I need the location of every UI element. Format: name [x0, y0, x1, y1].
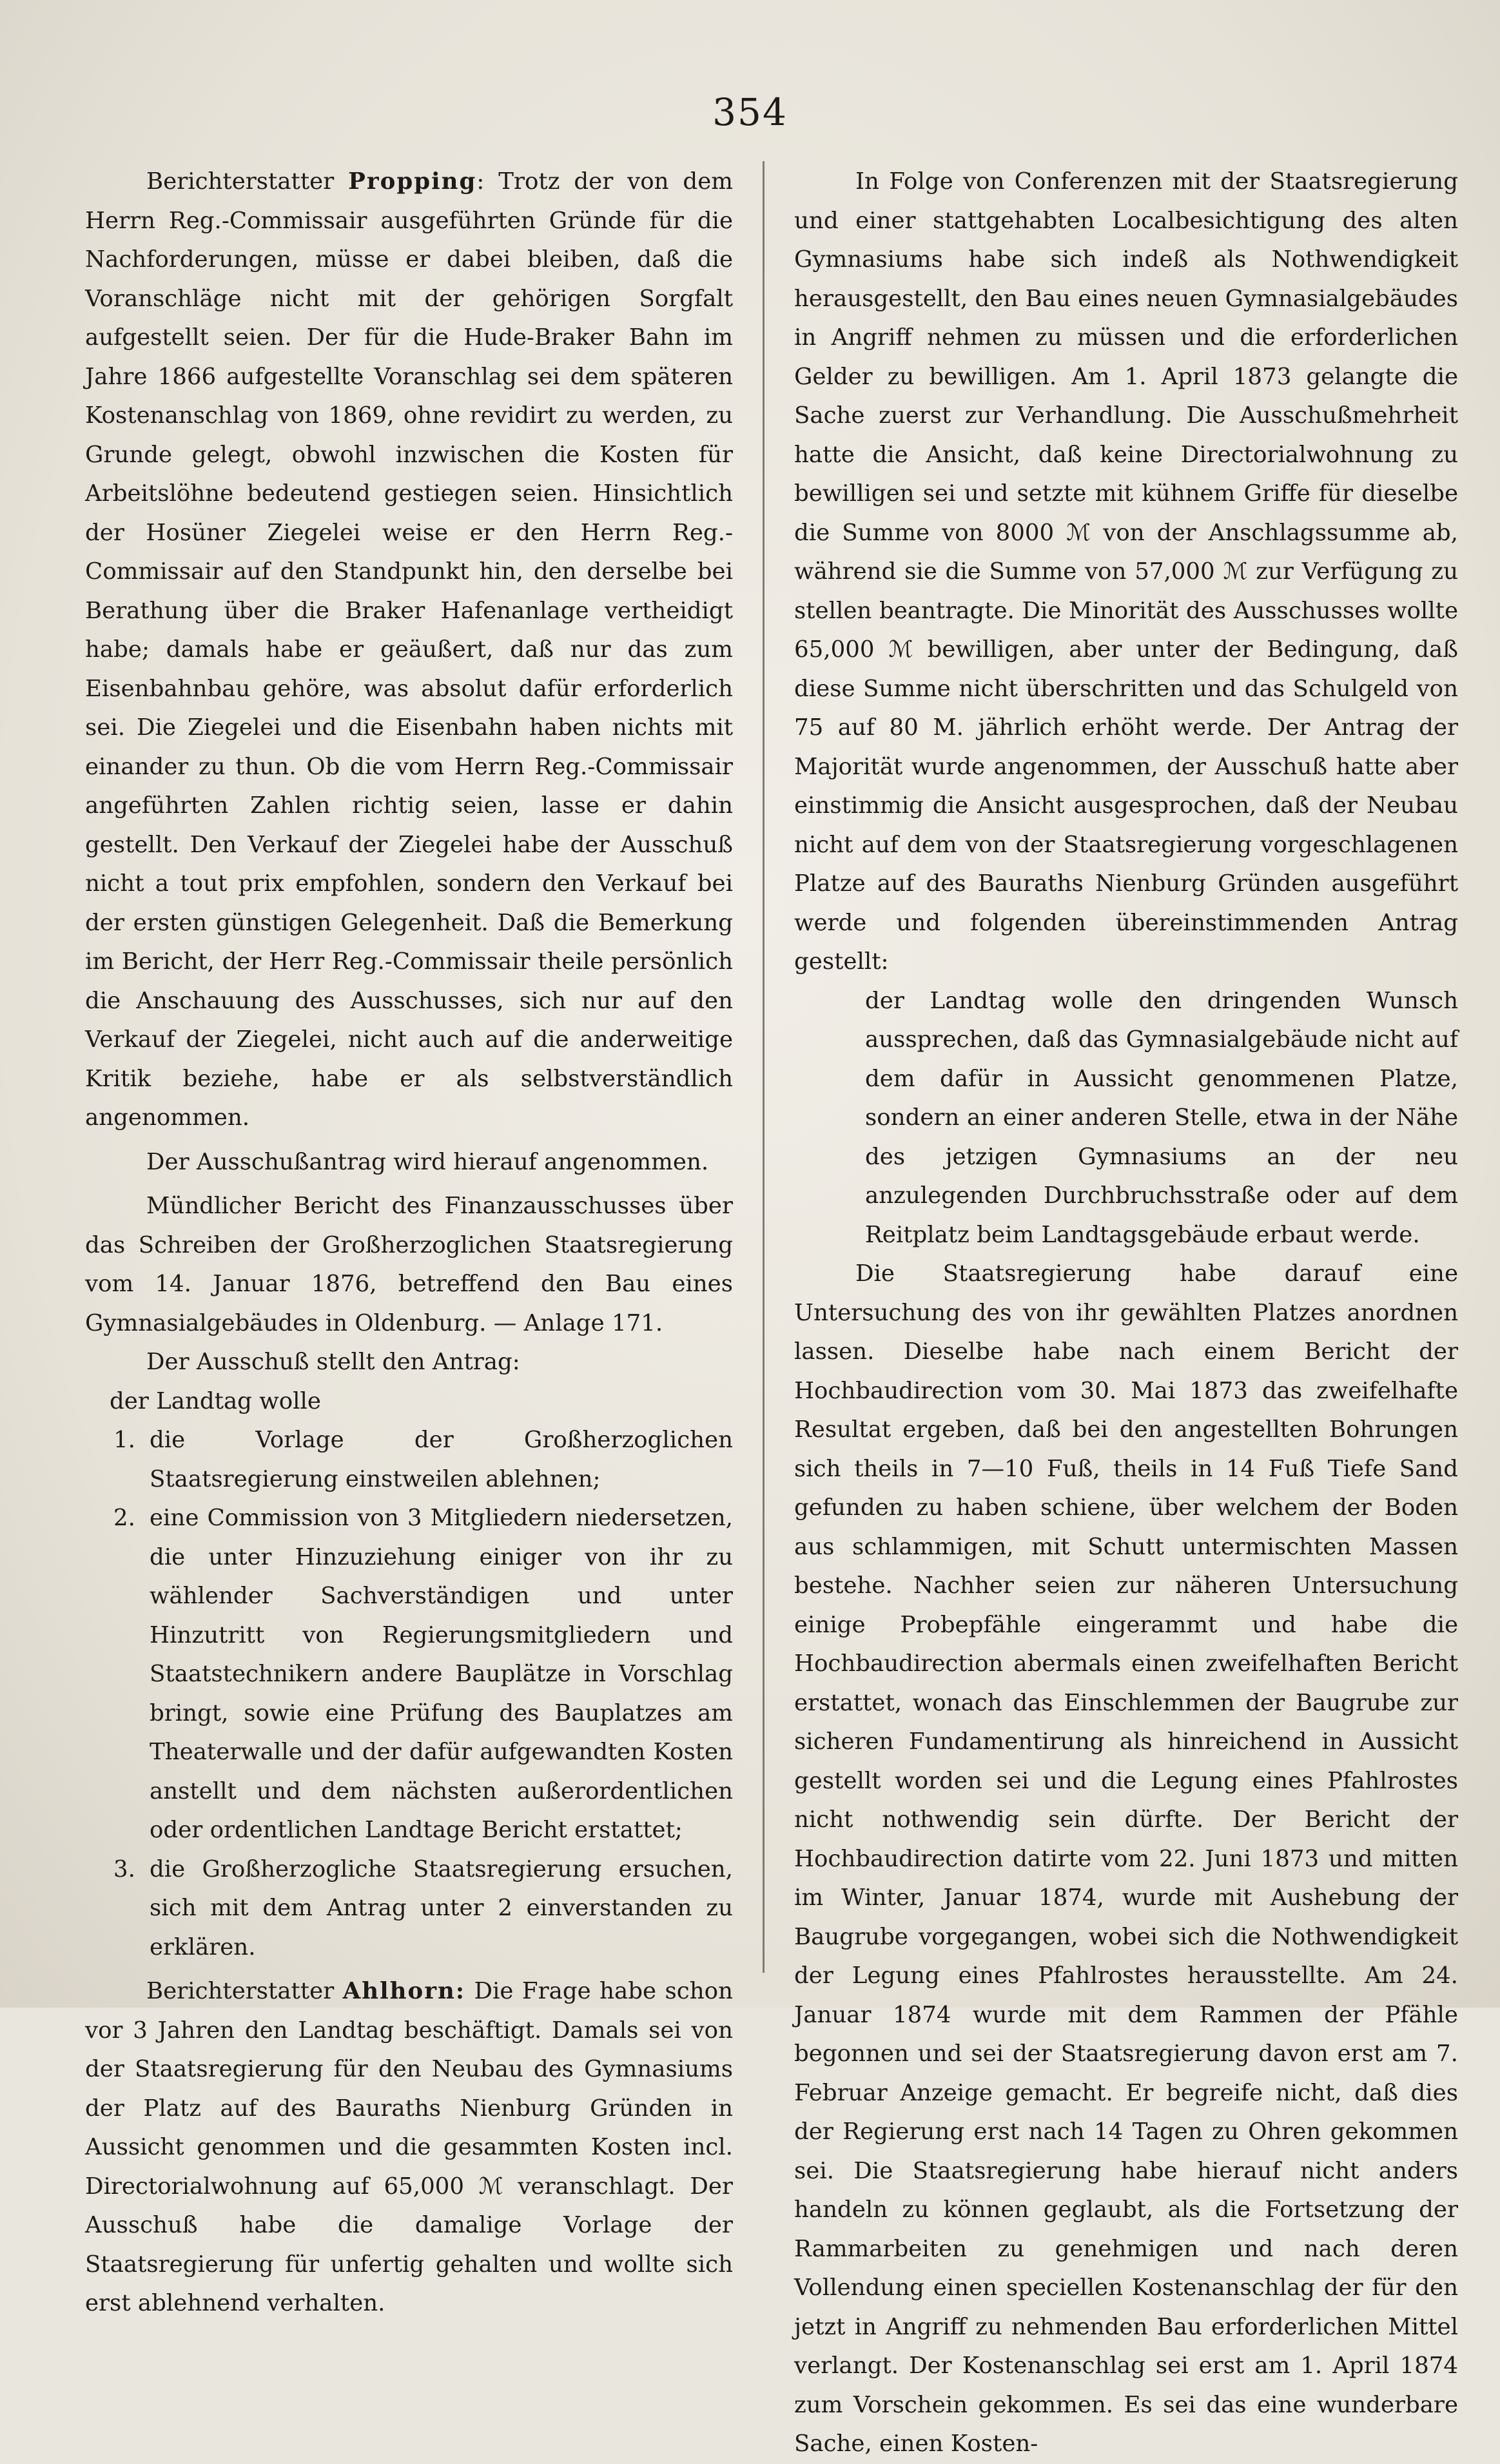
motion-item-number: 3.: [113, 1855, 135, 1882]
speaker-name-ahlhorn: Ahlhorn:: [342, 1978, 466, 2004]
motion-item: [85, 1850, 733, 1968]
right-column: [794, 162, 1458, 2464]
left-column: [85, 162, 733, 2323]
ahlhorn-statement: [85, 1972, 733, 2323]
motion-item-text: die Großherzogliche Staatsregierung ersuchen, sich mit dem Antrag unter 2 einverstanden zu erklären.: [150, 1855, 733, 1960]
motion-item-text: die Vorlage der Großherzoglichen Staatsregierung einstweilen ablehnen;: [150, 1427, 733, 1492]
motion-accepted: Der Ausschußantrag wird hierauf angenommen.: [146, 1148, 709, 1175]
motion-sub: der Landtag wolle: [110, 1387, 321, 1414]
report-heading: Mündlicher Bericht des Finanzausschusses über das Schreiben der Großherzoglichen Staatsregierung vom 14. Januar 1876, betreffend den Bau eines Gymnasialgebäudes in Oldenburg. — Anlage 171.: [85, 1193, 733, 1336]
propping-text: : Trotz der von dem Herrn Reg.-Commissair ausgeführten Gründe für die Nachforderungen, müsse er dabei bleiben, daß die Voranschläge nicht mit der gehörigen Sorgfalt aufgestellt seien. Der für die Hude-Braker Bahn im Jahre 1866 aufgestellte Voranschlag sei dem späteren Kostenanschlag von 1869, ohne revidirt zu werden, zu Grunde gelegt, obwohl inzwischen die Kosten für Arbeitslöhne bedeutend gestiegen seien. Hinsichtlich der Hosüner Ziegelei weise er den Herrn Reg.-Commissair auf den Standpunkt hin, den derselbe bei Berathung über die Braker Hafenanlage vertheidigt habe; damals habe er geäußert, daß nur das zum Eisenbahnbau gehöre, was absolut dafür erforderlich sei. Die Ziegelei und die Eisenbahn haben nichts mit einander zu thun. Ob die vom Herrn Reg.-Commissair angeführten Zahlen richtig seien, lasse er dahin gestellt. Den Verkauf der Ziegelei habe der Ausschuß nicht a tout prix empfohlen, sondern den Verkauf bei der ersten günstigen Gelegenheit. Daß die Bemerkung im Bericht, der Herr Reg.-Commissair theile persönlich die Anschauung des Ausschusses, sich nur auf den Verkauf der Ziegelei, nicht auch auf die anderweitige Kritik beziehe, habe er als selbstverständlich angenommen.: [85, 168, 733, 1131]
motion-item: [85, 1421, 733, 1499]
speaker-role: Berichterstatter: [146, 168, 335, 195]
motion-item-number: 2.: [113, 1505, 135, 1531]
ahlhorn-text: Die Frage habe schon vor 3 Jahren den Landtag beschäftigt. Damals sei von der Staatsregierung für den Neubau des Gymnasiums der Platz auf des Bauraths Nienburg Gründen in Aussicht genommen und die gesammten Kosten incl. Directorialwohnung auf 65,000 ℳ veranschlagt. Der Ausschuß habe die damalige Vorlage der Staatsregierung für unfertig gehalten und wollte sich erst ablehnend verhalten.: [85, 1978, 733, 2316]
motion-item-text: eine Commission von 3 Mitgliedern niedersetzen, die unter Hinzuziehung einiger von ihr zu wählender Sachverständigen und unter Hinzutritt von Regierungsmitgliedern und Staatstechnikern andere Bauplätze in Vorschlag bringt, sowie eine Prüfung des Bauplatzes am Theaterwalle und der dafür aufgewandten Kosten anstellt und dem nächsten außerordentlichen oder ordentlichen Landtage Bericht erstattet;: [150, 1505, 733, 1843]
speaker-name-propping: Propping: [348, 168, 477, 195]
motion-intro: Der Ausschuß stellt den Antrag:: [146, 1349, 520, 1375]
motion-item: [85, 1499, 733, 1850]
quoted-motion: der Landtag wolle den dringenden Wunsch aussprechen, daß das Gymnasialgebäude nicht auf dem dafür in Aussicht genommenen Platze, sondern an einer anderen Stelle, etwa in der Nähe des jetzigen Gymnasiums an der neu anzulegenden Durchbruchsstraße oder auf dem Reitplatz beim Landtagsgebäude erbaut werde.: [865, 987, 1458, 1248]
propping-statement: [85, 162, 733, 1138]
right-paragraph-1: In Folge von Conferenzen mit der Staatsregierung und einer stattgehabten Localbesichtigung des alten Gymnasiums habe sich indeß als Nothwendigkeit herausgestellt, den Bau eines neuen Gymnasialgebäudes in Angriff nehmen zu müssen und die erforderlichen Gelder zu bewilligen. Am 1. April 1873 gelangte die Sache zuerst zur Verhandlung. Die Ausschußmehrheit hatte die Ansicht, daß keine Directorialwohnung zu bewilligen sei und setzte mit kühnem Griffe für dieselbe die Summe von 8000 ℳ von der Anschlagssumme ab, während sie die Summe von 57,000 ℳ zur Verfügung zu stellen beantragte. Die Minorität des Ausschusses wollte 65,000 ℳ bewilligen, aber unter der Bedingung, daß diese Summe nicht überschritten und das Schulgeld von 75 auf 80 M. jährlich erhöht werde. Der Antrag der Majorität wurde angenommen, der Ausschuß hatte aber einstimmig die Ansicht ausgesprochen, daß der Neubau nicht auf dem von der Staatsregierung vorgeschlagenen Platze auf des Bauraths Nienburg Gründen ausgeführt werde und folgenden übereinstimmenden Antrag gestellt:: [794, 168, 1458, 975]
motion-item-number: 1.: [113, 1427, 135, 1453]
right-paragraph-2: Die Staatsregierung habe darauf eine Untersuchung des von ihr gewählten Platzes anordnen lassen. Dieselbe habe nach einem Bericht der Hochbaudirection vom 30. Mai 1873 das zweifelhafte Resultat ergeben, daß bei den angestellten Bohrungen sich theils in 7—10 Fuß, theils in 14 Fuß Tiefe Sand gefunden zu haben schiene, über welchem der Boden aus schlammigen, mit Schutt untermischten Massen bestehe. Nachher seien zur näheren Untersuchung einige Probepfähle eingerammt und habe die Hochbaudirection abermals einen zweifelhaften Bericht erstattet, wonach das Einschlemmen der Baugrube zur sicheren Fundamentirung als hinreichend in Aussicht gestellt worden sei und die Legung eines Pfahlrostes nicht nothwendig sein dürfte. Der Bericht der Hochbaudirection datirte vom 22. Juni 1873 und mitten im Winter, Januar 1874, wurde mit Aushebung der Baugrube vorgegangen, wobei sich die Nothwendigkeit der Legung eines Pfahlrostes herausstellte. Am 24. Januar 1874 wurde mit dem Rammen der Pfähle begonnen und sei der Staatsregierung davon erst am 7. Februar Anzeige gemacht. Er begreife nicht, daß dies der Regierung erst nach 14 Tagen zu Ohren gekommen sei. Die Staatsregierung habe hierauf nicht anders handeln zu können geglaubt, als die Fortsetzung der Rammarbeiten zu genehmigen und nach deren Vollendung einen speciellen Kostenanschlag der für den jetzt in Angriff zu nehmenden Bau erforderlichen Mittel verlangt. Der Kostenanschlag sei erst am 1. April 1874 zum Vorschein gekommen. Es sei das eine wunderbare Sache, einen Kosten-: [794, 1260, 1458, 2457]
motion-list: [85, 1421, 733, 1967]
page-number: 354: [712, 90, 788, 134]
column-divider: [763, 161, 765, 1973]
speaker-role: Berichterstatter: [146, 1978, 335, 2004]
